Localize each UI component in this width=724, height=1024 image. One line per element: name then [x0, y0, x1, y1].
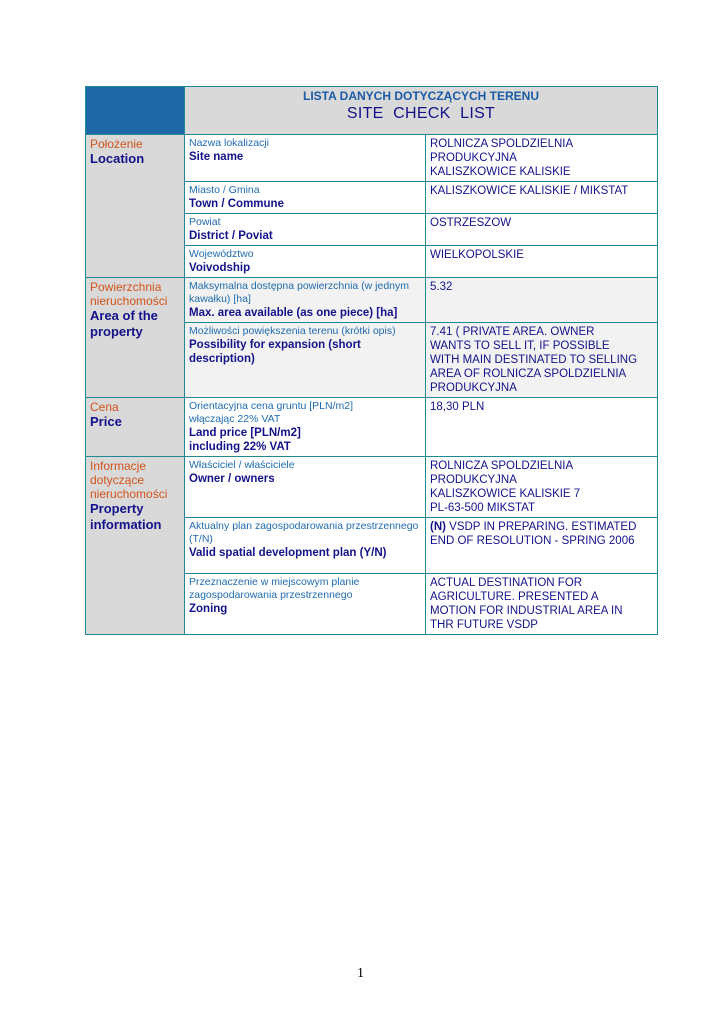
- value-owner: ROLNICZA SPOLDZIELNIA PRODUKCYJNA KALISZKOWICE KALISKIE 7 PL-63-500 MIKSTAT: [426, 457, 658, 518]
- plan-flag: (N): [430, 521, 446, 533]
- site-check-list-table: [85, 86, 658, 635]
- field-label-en: Voivodship: [189, 262, 251, 274]
- plan-text: VSDP IN PREPARING. ESTIMATED END OF RESOLUTION - SPRING 2006: [430, 521, 637, 547]
- field-label-pl: Miasto / Gmina: [189, 184, 260, 196]
- field-expansion: [185, 323, 426, 398]
- section-label-en: Area of the property: [90, 308, 158, 339]
- value-expansion: 7.41 ( PRIVATE AREA. OWNER WANTS TO SELL IT, IF POSSIBLE WITH MAIN DESTINATED TO SELLING AREA OF ROLNICZA SPOLDZIELNIA PRODUKCYJNA: [426, 323, 658, 398]
- value-zoning: ACTUAL DESTINATION FOR AGRICULTURE. PRESENTED A MOTION FOR INDUSTRIAL AREA IN THR FUTURE VSDP: [426, 574, 658, 635]
- field-label-en: Site name: [189, 151, 244, 163]
- section-label-pl: Położenie: [90, 137, 143, 151]
- field-label-en: Max. area available (as one piece) [ha]: [189, 307, 398, 319]
- section-label-en: Price: [90, 414, 122, 429]
- field-district: [185, 214, 426, 246]
- field-label-pl: Nazwa lokalizacji: [189, 137, 269, 149]
- value-town: KALISZKOWICE KALISKIE / MIKSTAT: [426, 182, 658, 214]
- field-label-en: District / Poviat: [189, 230, 273, 242]
- field-voivodship: [185, 246, 426, 278]
- field-label-pl: Maksymalna dostępna powierzchnia (w jednym kawałku) [ha]: [189, 280, 410, 305]
- field-max-area: [185, 278, 426, 323]
- field-label-pl: Orientacyjna cena gruntu [PLN/m2] włączając 22% VAT: [189, 400, 354, 425]
- section-property-info: [86, 457, 185, 635]
- field-label-pl: Powiat: [189, 216, 221, 228]
- section-label-en: Property information: [90, 501, 162, 532]
- value-max-area: 5.32: [426, 278, 658, 323]
- title-polish: LISTA DANYCH DOTYCZĄCYCH TERENU: [303, 89, 539, 103]
- field-label-pl: Możliwości powiększenia terenu (krótki opis): [189, 325, 396, 337]
- field-zoning: [185, 574, 426, 635]
- section-location: [86, 135, 185, 278]
- value-site-name: ROLNICZA SPOLDZIELNIA PRODUKCYJNA KALISZKOWICE KALISKIE: [426, 135, 658, 182]
- field-owner: [185, 457, 426, 518]
- value-land-price: 18,30 PLN: [426, 398, 658, 457]
- section-label-en: Location: [90, 151, 145, 166]
- field-site-name: [185, 135, 426, 182]
- section-label-pl: Informacje dotyczące nieruchomości: [90, 459, 168, 501]
- field-label-en: Possibility for expansion (short description): [189, 339, 361, 365]
- header-color-block: [86, 87, 185, 135]
- field-label-pl: Przeznaczenie w miejscowym planie zagospodarowania przestrzennego: [189, 576, 360, 601]
- field-land-price: [185, 398, 426, 457]
- page-number: 1: [357, 966, 364, 981]
- field-label-pl: Właściciel / właściciele: [189, 459, 295, 471]
- field-development-plan: [185, 518, 426, 574]
- section-area: [86, 278, 185, 398]
- field-label-en: Owner / owners: [189, 473, 275, 485]
- field-label-en: Town / Commune: [189, 198, 284, 210]
- section-label-pl: Cena: [90, 400, 119, 414]
- field-label-en: Valid spatial development plan (Y/N): [189, 547, 387, 559]
- section-label-pl: Powierzchnia nieruchomości: [90, 280, 168, 308]
- table-header: [185, 87, 658, 135]
- title-english: SITE CHECK LIST: [346, 105, 496, 122]
- value-development-plan: [426, 518, 658, 574]
- value-district: OSTRZESZOW: [426, 214, 658, 246]
- field-label-en: Zoning: [189, 603, 228, 615]
- field-label-pl: Aktualny plan zagospodarowania przestrzennego (T/N): [189, 520, 419, 545]
- section-price: [86, 398, 185, 457]
- value-voivodship: WIELKOPOLSKIE: [426, 246, 658, 278]
- field-label-en: Land price [PLN/m2] including 22% VAT: [189, 427, 301, 453]
- field-label-pl: Województwo: [189, 248, 254, 260]
- field-town: [185, 182, 426, 214]
